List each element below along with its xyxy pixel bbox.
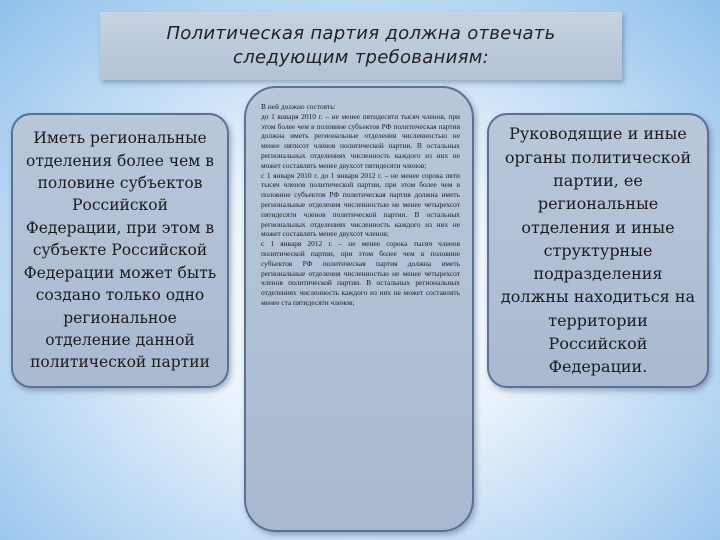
left-requirement-card <box>11 113 229 388</box>
membership-intro: В ней должно состоять: <box>261 102 336 111</box>
right-requirement-card <box>487 113 709 388</box>
title-line-1: Политическая партия должна отвечать <box>166 23 556 44</box>
membership-requirements-text <box>261 102 460 308</box>
title-banner <box>100 12 622 80</box>
title-line-2: следующим требованиям: <box>233 47 489 68</box>
membership-from-2012: с 1 января 2012 г. – не менее сорока тысяч членов политической партии, при этом более чем в половине субъектов РФ политическая партия должна иметь региональные отделения численностью не менее четырехсот членов политической партии. В остальных региональных отделениях численность каждого из них не может составлять менее ста пятидесяти членов; <box>261 239 460 307</box>
membership-2010-2012: с 1 января 2010 г. до 1 января 2012 г. – не менее сорока пяти тысяч членов политической партии, при этом более чем в половине субъектов РФ политическая партия должна иметь региональные отделения численностью не менее четырехсот пятидесяти членов политической партии. В остальных региональных отделениях численность каждого из них не может составлять менее двухсот членов; <box>261 170 460 239</box>
middle-requirement-card <box>244 86 474 532</box>
membership-until-2010: до 1 января 2010 г. – не менее пятидесяти тысяч членов, при этом более чем в половине субъектов РФ политическая партия должна иметь региональные отделения численностью не менее пятисот членов политической партии. В остальных региональных отделениях численность каждого из них не может составлять менее двухсот пятидесяти членов; <box>261 111 460 170</box>
right-requirement-text: Руководящие и иные органы политической партии, ее региональные отделения и иные структурные подразделения должны находиться на территории Российской Федерации. <box>500 124 696 377</box>
left-requirement-text: Иметь региональные отделения более чем в половине субъектов Российской Федерации, при этом в субъекте Российской Федерации может быть создано только одно региональное отделение данной политической партии <box>23 129 217 372</box>
